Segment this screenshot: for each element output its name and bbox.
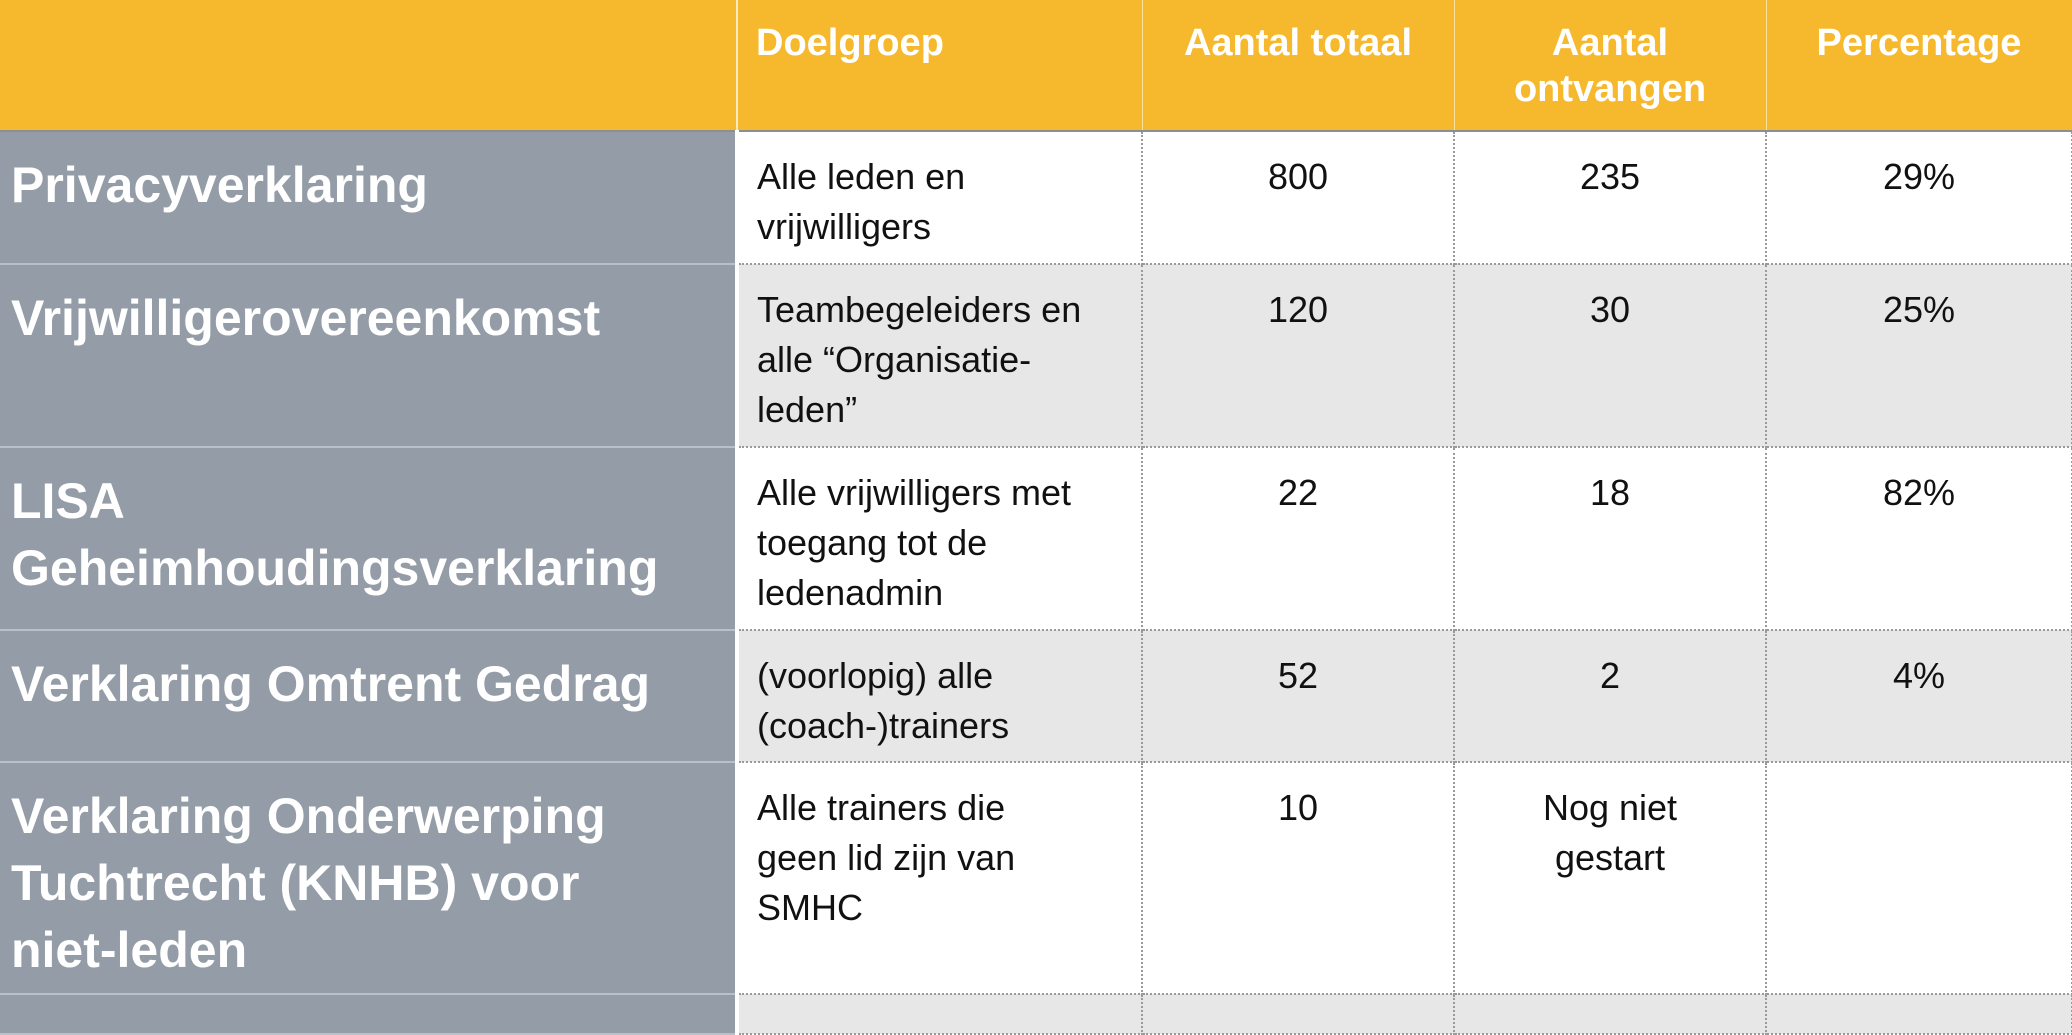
row-title [0,264,737,447]
doelgroep-line: Alle trainers die [757,787,1006,828]
doelgroep-cell [737,131,1142,264]
ontvangen-line: Nog niet [1542,787,1678,828]
table-header [0,0,2072,131]
doelgroep-line: Alle vrijwilligers met [757,472,1072,513]
row-title-line: Verklaring Omtrent Gedrag [11,656,651,712]
aantal-totaal-cell [1142,994,1454,1034]
doelgroep-line: SMHC [757,887,863,928]
table-row [0,447,2072,630]
ontvangen-line: 18 [1589,472,1631,513]
header-row [0,0,2072,131]
aantal-totaal-cell: 120 [1142,264,1454,447]
row-title [0,994,737,1034]
doelgroep-cell [737,264,1142,447]
doelgroep-line: Alle leden en [757,156,966,197]
table-row [0,131,2072,264]
aantal-ontvangen-cell [1454,994,1766,1034]
doelgroep-cell [737,447,1142,630]
table-body [0,131,2072,1034]
header-cell-aantal-ontvangen [1454,0,1766,131]
row-title [0,131,737,264]
row-title [0,447,737,630]
aantal-ontvangen-cell [1454,630,1766,762]
table-row [0,762,2072,994]
ontvangen-line: 30 [1589,289,1631,330]
percentage-cell [1766,994,2072,1034]
table-row [0,630,2072,762]
doelgroep-line: Teambegeleiders en [757,289,1082,330]
aantal-ontvangen-cell [1454,762,1766,994]
header-ontvangen-line: ontvangen [1513,68,1707,110]
row-title-line: Tuchtrecht (KNHB) voor [11,855,580,911]
header-cell-aantal-totaal: Aantal totaal [1142,0,1454,131]
doelgroep-line: (coach-)trainers [757,705,1010,746]
header-cell-blank [0,0,737,131]
doelgroep-cell [737,630,1142,762]
percentage-cell [1766,762,2072,994]
ontvangen-line: 235 [1579,156,1641,197]
table-row [0,264,2072,447]
row-title [0,762,737,994]
percentage-cell: 82% [1766,447,2072,630]
doelgroep-line: alle “Organisatie- [757,339,1032,380]
percentage-cell: 25% [1766,264,2072,447]
header-cell-percentage: Percentage [1766,0,2072,131]
doelgroep-line: vrijwilligers [757,206,932,247]
row-title-line: Geheimhoudingsverklaring [11,540,659,596]
doelgroep-line: (voorlopig) alle [757,655,994,696]
aantal-totaal-cell: 22 [1142,447,1454,630]
aantal-ontvangen-cell [1454,131,1766,264]
row-title-line: niet-leden [11,922,248,978]
row-title-line: Verklaring Onderwerping [11,788,606,844]
row-title-line: LISA [11,473,125,529]
row-title-line: Vrijwilligerovereenkomst [11,290,601,346]
aantal-totaal-cell: 52 [1142,630,1454,762]
doelgroep-line: ledenadmin [757,572,944,613]
doelgroep-line: leden” [757,389,858,430]
percentage-cell: 29% [1766,131,2072,264]
row-title [0,630,737,762]
doelgroep-cell [737,762,1142,994]
aantal-totaal-cell: 800 [1142,131,1454,264]
doelgroep-line: toegang tot de [757,522,988,563]
row-title-line: Privacyverklaring [11,157,428,213]
aantal-ontvangen-cell [1454,447,1766,630]
doelgroep-cell [737,994,1142,1034]
table-row [0,994,2072,1034]
ontvangen-line: 2 [1599,655,1621,696]
ontvangen-line: gestart [1554,837,1666,878]
aantal-totaal-cell: 10 [1142,762,1454,994]
aantal-ontvangen-cell [1454,264,1766,447]
doelgroep-line: geen lid zijn van [757,837,1016,878]
percentage-cell: 4% [1766,630,2072,762]
header-cell-doelgroep: Doelgroep [737,0,1142,131]
header-ontvangen-line: Aantal [1551,22,1669,64]
